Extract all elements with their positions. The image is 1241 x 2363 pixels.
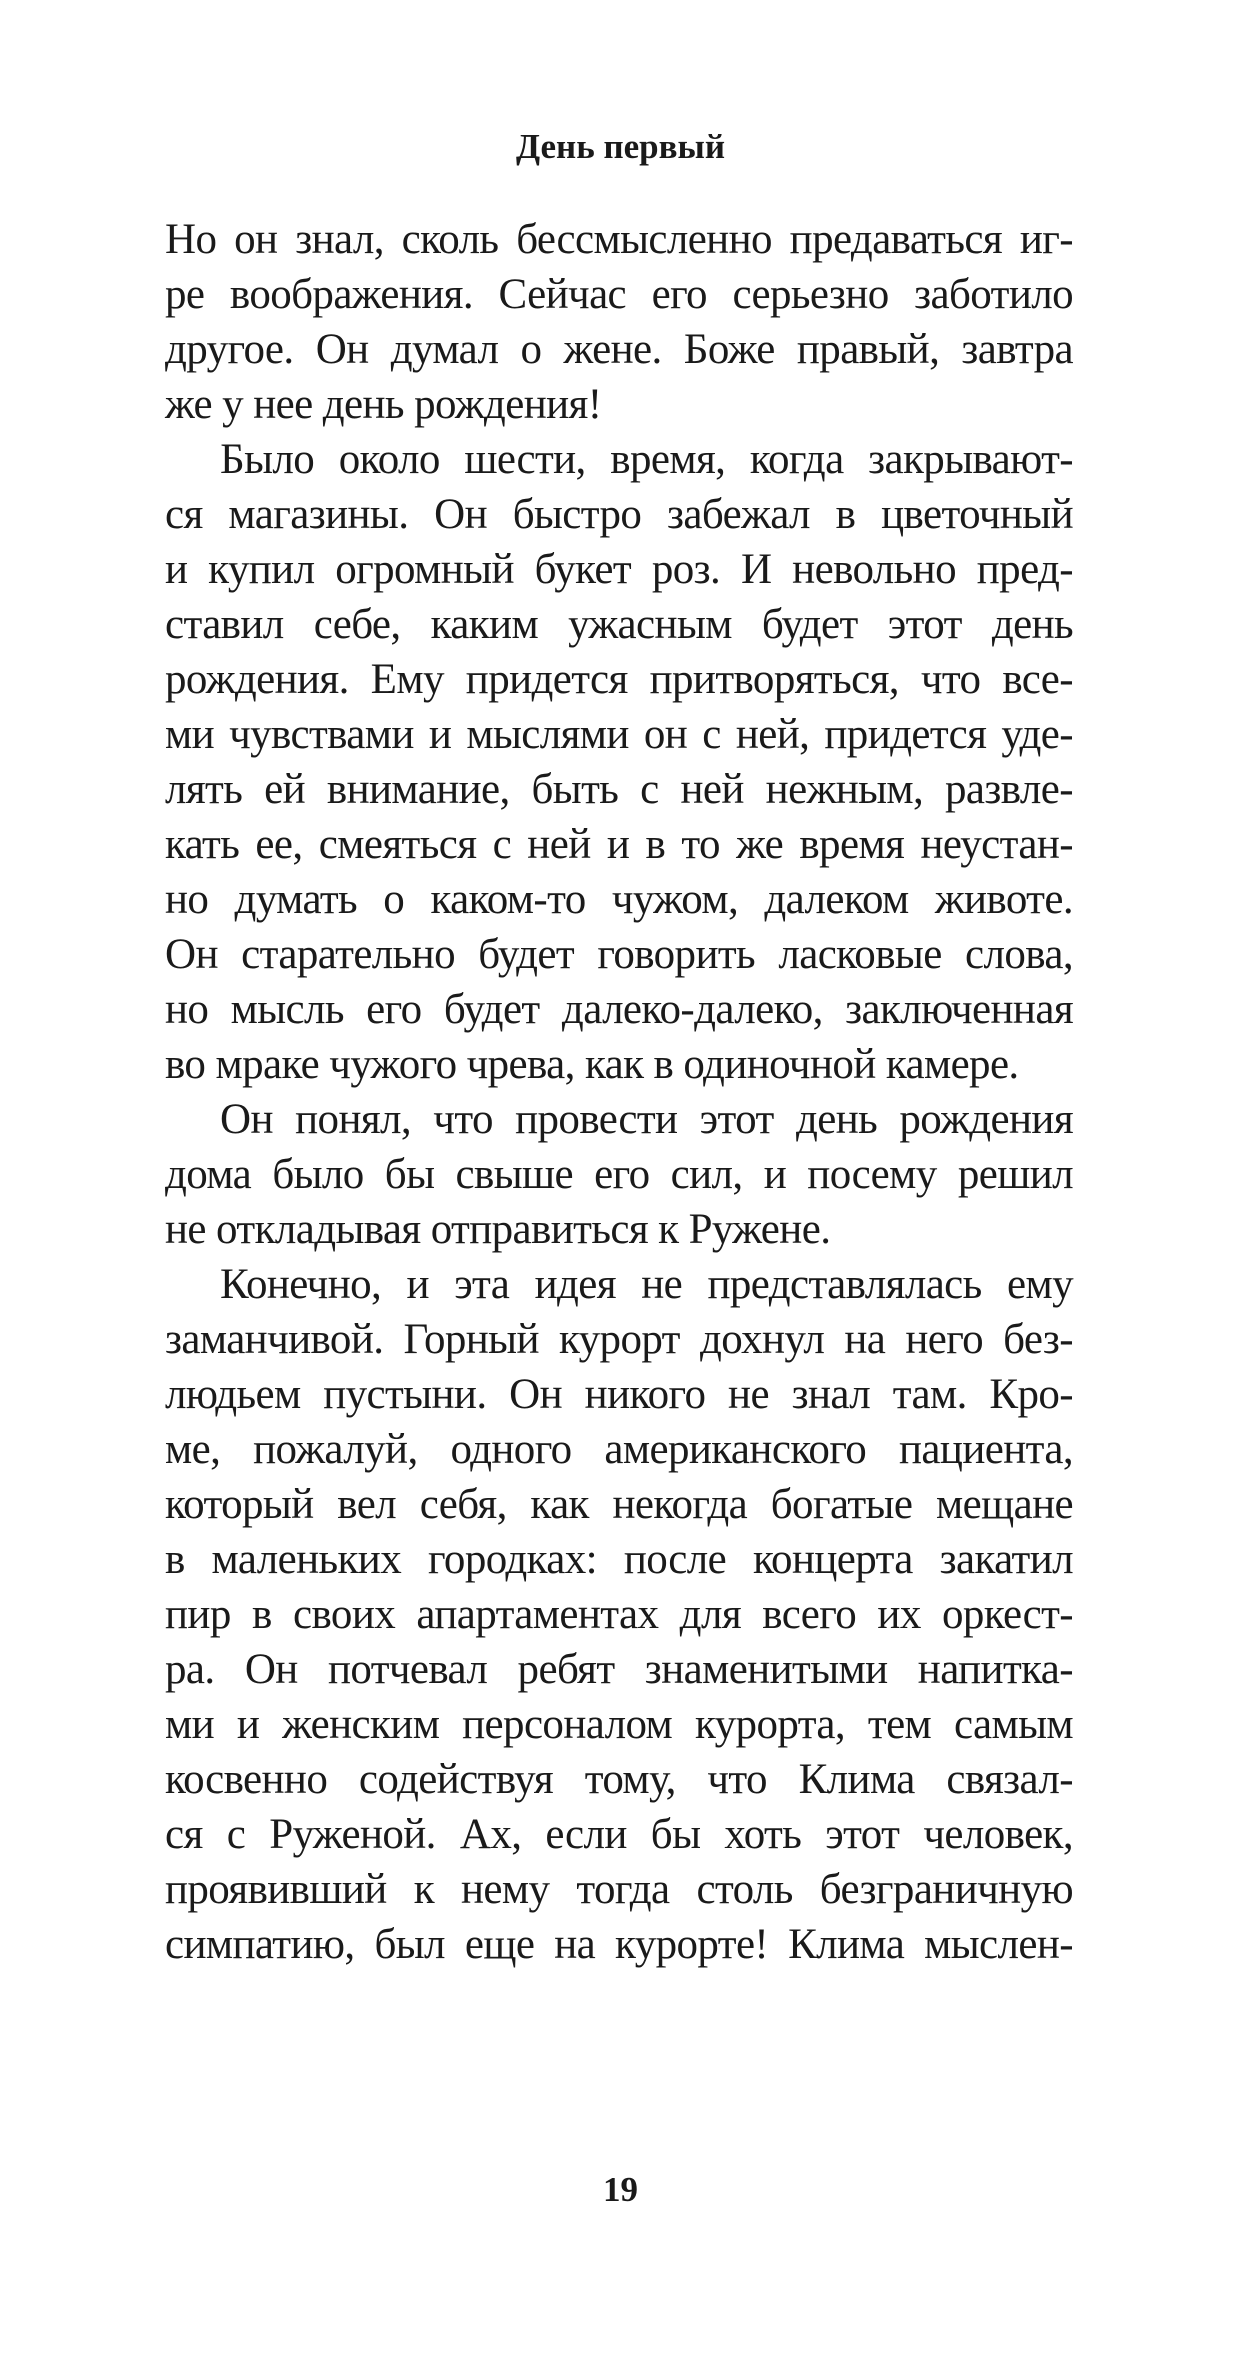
page-number: 19 [603,2170,638,2209]
text-line: Но он знал, сколь бессмысленно предаваться иг- [165,216,1073,263]
body-text [165,212,1073,1972]
text-line: же у нее день рождения! [165,381,602,428]
text-line: ми чувствами и мыслями он с ней, придется уде- [165,711,1073,758]
text-line: ми и женским персоналом курорта, тем самым [165,1701,1073,1748]
text-line: Он понял, что провести этот день рождения [220,1096,1073,1143]
text-line: лять ей внимание, быть с ней нежным, развле- [165,766,1073,813]
running-head: День первый [515,127,726,166]
text-line: ме, пожалуй, одного американского пациента, [165,1426,1073,1473]
text-line: пир в своих апартаментах для всего их оркест- [165,1591,1073,1638]
text-line: ставил себе, каким ужасным будет этот день [165,601,1073,648]
text-line: ре воображения. Сейчас его серьезно заботило [165,271,1073,318]
text-line: Было около шести, время, когда закрывают- [220,436,1073,483]
text-line: Конечно, и эта идея не представлялась ему [220,1261,1073,1308]
text-line: симпатию, был еще на курорте! Клима мыслен- [165,1921,1073,1968]
text-line: людьем пустыни. Он никого не знал там. Кро- [165,1371,1073,1418]
text-line: дома было бы свыше его сил, и посему решил [165,1151,1073,1198]
text-line: ра. Он потчевал ребят знаменитыми напитка- [165,1646,1073,1693]
text-line: но думать о каком-то чужом, далеком животе. [165,876,1073,923]
text-line: косвенно содействуя тому, что Клима связал- [165,1756,1073,1803]
text-line: проявивший к нему тогда столь безграничную [165,1866,1073,1913]
text-line: рождения. Ему придется притворяться, что все- [165,656,1073,703]
text-line: и купил огромный букет роз. И невольно пред- [165,546,1073,593]
text-line: Он старательно будет говорить ласковые слова, [165,931,1073,978]
text-line: не откладывая отправиться к Ружене. [165,1206,831,1253]
text-line: который вел себя, как некогда богатые мещане [165,1481,1073,1528]
text-line: заманчивой. Горный курорт дохнул на него без- [165,1316,1073,1363]
text-line: но мысль его будет далеко-далеко, заключенная [165,986,1073,1033]
text-line: во мраке чужого чрева, как в одиночной камере. [165,1041,1019,1088]
text-line: в маленьких городках: после концерта закатил [165,1536,1073,1583]
text-line: ся магазины. Он быстро забежал в цветочный [165,491,1073,538]
text-line: ся с Руженой. Ах, если бы хоть этот человек, [165,1811,1073,1858]
text-line: кать ее, смеяться с ней и в то же время неустан- [165,821,1073,868]
text-line: другое. Он думал о жене. Боже правый, завтра [165,326,1073,373]
